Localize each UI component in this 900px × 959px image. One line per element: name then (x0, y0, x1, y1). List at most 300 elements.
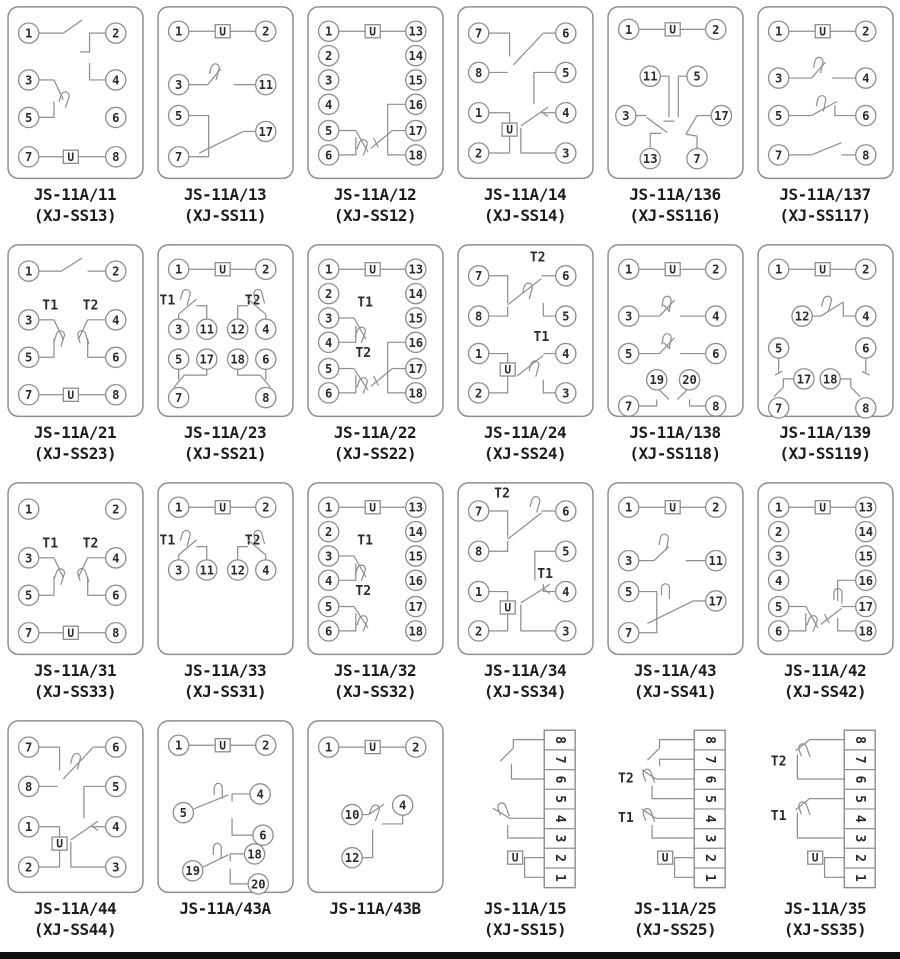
terminal (405, 21, 425, 41)
terminal (555, 343, 575, 363)
terminal-number: 8 (474, 309, 482, 324)
model-label: JS-11A/44 (33, 899, 117, 918)
terminal (318, 497, 338, 517)
terminal (618, 259, 638, 279)
strip-terminal-number: 4 (551, 814, 567, 823)
terminal-number: 5 (561, 65, 569, 80)
terminal-number: 15 (407, 549, 423, 564)
terminal-number: 3 (774, 549, 782, 564)
terminal (18, 147, 38, 167)
terminal (18, 499, 38, 519)
terminal-number: 8 (111, 626, 119, 641)
wiring-diagram (455, 243, 596, 421)
terminal (168, 75, 188, 95)
terminal-number: 1 (624, 22, 632, 37)
terminal (855, 546, 875, 566)
coil-box (365, 501, 380, 515)
relay-panel (300, 0, 450, 238)
wire (788, 613, 805, 631)
wire (382, 815, 403, 823)
terminal (468, 266, 488, 286)
terminal (227, 349, 247, 369)
wire (647, 748, 659, 760)
wire (520, 128, 555, 153)
terminal (255, 497, 275, 517)
coil-box (807, 851, 822, 865)
wire (193, 795, 228, 809)
coil-box (657, 851, 672, 865)
wire (773, 387, 782, 396)
terminal-number: 18 (857, 624, 873, 639)
terminal (768, 621, 788, 641)
terminal-number: 19 (648, 373, 664, 388)
wiring-diagram (155, 5, 296, 183)
wire (843, 302, 855, 316)
wire (520, 589, 542, 603)
terminal-number: 6 (324, 624, 332, 639)
terminal (255, 560, 275, 580)
terminal-number: 4 (111, 551, 119, 566)
relay-panel (750, 0, 900, 238)
terminal-number: 6 (111, 110, 119, 125)
terminal (105, 817, 125, 837)
terminal (105, 107, 125, 127)
terminal-number: 7 (474, 504, 482, 519)
wire (659, 390, 668, 399)
terminal-number: 14 (857, 525, 873, 540)
terminal-number: 12 (344, 851, 359, 866)
terminal (318, 94, 338, 114)
cross-ref-label: (XJ-SS32) (333, 682, 417, 701)
timer-label: T1 (536, 567, 553, 583)
coil-box (815, 263, 830, 277)
terminal (793, 369, 813, 389)
terminal (18, 817, 38, 837)
cross-ref-label: (XJ-SS31) (183, 682, 267, 701)
coil-box (365, 25, 380, 39)
model-label: JS-11A/13 (183, 185, 267, 204)
relay-panel (300, 238, 450, 476)
terminal (855, 621, 875, 641)
terminal (705, 19, 725, 39)
wire (783, 379, 793, 387)
time-delay-icon (355, 615, 368, 632)
terminal-number: 6 (111, 740, 119, 755)
terminal-number: 5 (324, 600, 332, 615)
coil-label: U (368, 501, 376, 515)
wire (811, 143, 841, 155)
relay-panel (600, 476, 750, 714)
wire (38, 577, 53, 596)
terminal (405, 332, 425, 352)
coil-box (665, 501, 680, 515)
terminal (255, 21, 275, 41)
timer-label: T1 (617, 810, 634, 826)
terminal (318, 45, 338, 65)
terminal (468, 103, 488, 123)
wire (338, 375, 355, 393)
strip-terminal-number: 7 (551, 755, 567, 764)
terminal (318, 521, 338, 541)
wire (196, 306, 206, 319)
terminal (855, 338, 875, 358)
terminal (468, 383, 488, 403)
terminal-number: 3 (624, 309, 632, 324)
coil-label: U (668, 23, 676, 37)
wiring-diagram (5, 719, 146, 897)
terminal-number: 3 (174, 563, 182, 578)
terminal-number: 17 (407, 124, 423, 139)
wire (811, 62, 825, 78)
wiring-diagram (755, 243, 896, 421)
terminal (105, 261, 125, 281)
terminal (618, 19, 638, 39)
terminal-number: 14 (407, 287, 423, 302)
timer-label: T1 (356, 533, 373, 549)
cross-ref-label: (XJ-SS42) (783, 682, 867, 701)
terminal-number: 7 (474, 269, 482, 284)
terminal-number: 1 (174, 262, 182, 277)
terminal-number: 18 (229, 352, 245, 367)
wiring-diagram (605, 481, 746, 659)
terminal (768, 259, 788, 279)
terminal (705, 591, 725, 611)
terminal (318, 737, 338, 757)
terminal (618, 551, 638, 571)
coil-box (215, 263, 230, 277)
timer-label: T1 (356, 295, 373, 311)
terminal (555, 103, 575, 123)
strip-terminal-number: 6 (701, 775, 717, 784)
terminal-number: 18 (407, 624, 423, 639)
terminal (318, 596, 338, 616)
terminal-number: 3 (324, 549, 332, 564)
terminal-number: 4 (261, 322, 269, 337)
terminal (405, 70, 425, 90)
strip-terminal-number: 1 (551, 873, 567, 882)
wire (70, 826, 91, 840)
wire (638, 399, 656, 406)
terminal (405, 259, 425, 279)
strip-terminal-number: 1 (851, 873, 867, 882)
terminal-number: 4 (861, 309, 869, 324)
wire (237, 547, 247, 560)
terminal (855, 398, 875, 418)
terminal-number: 1 (174, 24, 182, 39)
terminal (168, 497, 188, 517)
terminal-number: 4 (261, 563, 269, 578)
wire (38, 747, 59, 770)
terminal-number: 5 (692, 69, 701, 84)
terminal-number: 6 (261, 352, 269, 367)
relay-panel (450, 238, 600, 476)
cross-ref-label: (XJ-SS116) (629, 206, 721, 225)
wire (63, 20, 82, 33)
terminal-number: 7 (774, 148, 782, 163)
terminal-number: 14 (407, 49, 423, 64)
terminal (105, 310, 125, 330)
terminal-number: 3 (111, 860, 119, 875)
strip-terminal-number: 5 (551, 795, 567, 804)
time-delay-icon (355, 377, 368, 394)
wire (196, 547, 206, 560)
terminal (105, 585, 125, 605)
timer-label: T2 (82, 298, 98, 314)
wire (488, 113, 509, 123)
terminal (855, 570, 875, 590)
terminal-number: 17 (713, 109, 729, 124)
terminal-strip (544, 730, 575, 887)
terminal (468, 343, 488, 363)
terminal-number: 7 (24, 626, 32, 641)
terminal-number: 17 (707, 594, 723, 609)
model-label: JS-11A/23 (183, 423, 267, 442)
terminal (318, 283, 338, 303)
terminal (318, 546, 338, 566)
wire (199, 131, 243, 153)
wire (647, 601, 693, 623)
terminal-number: 2 (474, 386, 482, 401)
wiring-diagram (305, 5, 446, 183)
cross-ref-label: (XJ-SS33) (33, 682, 117, 701)
model-label: JS-11A/33 (183, 661, 267, 680)
terminal-number: 1 (774, 24, 782, 39)
terminal-number: 7 (24, 740, 32, 755)
wire (797, 755, 844, 779)
terminal-number: 20 (681, 373, 697, 388)
cross-ref-label: (XJ-SS22) (333, 444, 417, 463)
wire (543, 380, 555, 393)
terminal-number: 2 (324, 287, 332, 302)
terminal (768, 546, 788, 566)
terminal (168, 105, 188, 125)
terminal-number: 2 (261, 262, 269, 277)
cross-ref-label: (XJ-SS25) (633, 920, 717, 939)
model-label: JS-11A/24 (483, 423, 567, 442)
cross-ref-label: (XJ-SS23) (33, 444, 117, 463)
terminal (468, 621, 488, 641)
coil-label: U (218, 739, 226, 753)
terminal (618, 396, 638, 416)
terminal-number: 2 (774, 525, 782, 540)
terminal (405, 120, 425, 140)
terminal (711, 105, 731, 125)
terminal (405, 497, 425, 517)
terminal (405, 546, 425, 566)
terminal-number: 6 (711, 347, 719, 362)
terminal (405, 570, 425, 590)
relay-panel (300, 476, 450, 714)
strip-terminal-number: 4 (851, 814, 867, 823)
wire (38, 339, 53, 358)
terminal-number: 2 (24, 860, 32, 875)
terminal-number: 8 (111, 150, 119, 165)
terminal (318, 570, 338, 590)
terminal (168, 735, 188, 755)
terminal-number: 18 (822, 372, 838, 387)
terminal (105, 499, 125, 519)
terminal (105, 70, 125, 90)
wire (230, 854, 244, 861)
terminal (227, 560, 247, 580)
terminal-number: 4 (255, 787, 264, 802)
wiring-diagram (5, 5, 146, 183)
timer-label: T2 (617, 771, 634, 787)
wire (820, 608, 841, 624)
terminal-number: 5 (24, 588, 32, 603)
terminal-number: 3 (24, 73, 32, 88)
terminal (318, 358, 338, 378)
wire (685, 134, 696, 148)
strip-terminal-number: 2 (851, 854, 867, 863)
terminal-number: 1 (324, 262, 332, 277)
terminal (686, 66, 706, 86)
coil-box (215, 25, 230, 39)
relay-panel (600, 714, 750, 952)
relay-panel (600, 0, 750, 238)
coil-label: U (503, 363, 511, 377)
coil-label: U (218, 501, 226, 515)
terminal-number: 2 (261, 24, 269, 39)
terminal-number: 1 (624, 500, 632, 515)
terminal-number: 16 (407, 573, 423, 588)
terminal-number: 17 (407, 362, 423, 377)
terminal-number: 5 (561, 309, 569, 324)
relay-panel (150, 476, 300, 714)
terminal (618, 343, 638, 363)
terminal (768, 68, 788, 88)
time-delay-icon (213, 843, 221, 858)
terminal-number: 6 (258, 828, 267, 843)
strip-terminal-number: 8 (851, 736, 867, 745)
terminal-number: 4 (111, 820, 119, 835)
terminal (768, 596, 788, 616)
time-delay-icon (797, 743, 810, 760)
coil-label: U (66, 388, 74, 402)
terminal (341, 804, 361, 824)
cross-ref-label: (XJ-SS44) (33, 920, 117, 939)
wire (70, 842, 105, 867)
terminal (855, 68, 875, 88)
terminal-number: 7 (692, 152, 701, 167)
terminal-number: 2 (861, 24, 869, 39)
terminal-number: 16 (407, 97, 423, 112)
coil-box (215, 739, 230, 753)
wire (230, 869, 248, 884)
wire (837, 580, 855, 601)
terminal-number: 17 (796, 372, 811, 387)
coil-box (63, 388, 78, 402)
terminal-number: 8 (261, 391, 269, 406)
model-label: JS-11A/12 (333, 185, 417, 204)
timer-label: T1 (159, 533, 175, 549)
terminal (768, 145, 788, 165)
terminal (855, 306, 875, 326)
coil-label: U (55, 837, 63, 851)
terminal (618, 581, 638, 601)
terminal-number: 1 (24, 264, 32, 279)
terminal (405, 383, 425, 403)
terminal-number: 18 (246, 847, 262, 862)
wire (237, 369, 259, 375)
wire (511, 764, 544, 779)
terminal (555, 621, 575, 641)
model-label: JS-11A/35 (783, 899, 867, 918)
terminal-number: 4 (111, 313, 119, 328)
wire (837, 618, 855, 631)
strip-terminal-number: 8 (701, 736, 717, 745)
model-label: JS-11A/14 (483, 185, 567, 204)
timer-label: T2 (770, 754, 787, 770)
model-label: JS-11A/43 (633, 661, 717, 680)
terminal (615, 105, 635, 125)
model-label: JS-11A/31 (33, 661, 117, 680)
coil-label: U (368, 741, 376, 755)
timer-label: T2 (244, 293, 261, 309)
wire (513, 33, 543, 65)
timer-label: T1 (159, 293, 175, 309)
cross-ref-label: (XJ-SS12) (333, 206, 417, 225)
terminal (318, 145, 338, 165)
terminal-number: 2 (111, 502, 119, 517)
strip-terminal-number: 6 (851, 775, 867, 784)
coil-label: U (511, 851, 519, 865)
terminal (468, 581, 488, 601)
terminal-number: 3 (624, 554, 632, 569)
terminal-number: 11 (707, 554, 723, 569)
relay-panel (0, 714, 150, 952)
terminal (18, 70, 38, 90)
terminal-number: 1 (774, 262, 782, 277)
wire (520, 112, 541, 126)
relay-panel (150, 714, 300, 952)
terminal (18, 585, 38, 605)
terminal-number: 10 (344, 808, 359, 823)
terminal-number: 5 (624, 585, 632, 600)
terminal-number: 11 (198, 563, 214, 578)
strip-terminal-number: 5 (701, 795, 717, 804)
wiring-diagram (155, 243, 296, 421)
wire (338, 563, 355, 580)
wire (188, 116, 208, 157)
terminal-number: 8 (24, 779, 32, 794)
terminal (768, 21, 788, 41)
wiring-diagram (455, 481, 596, 659)
terminal (18, 776, 38, 796)
coil-box (815, 25, 830, 39)
terminal-number: 6 (561, 26, 569, 41)
terminal-number: 7 (24, 388, 32, 403)
wire (91, 821, 98, 826)
terminal (855, 521, 875, 541)
terminal-number: 7 (624, 399, 632, 414)
wire (541, 107, 548, 112)
terminal-number: 7 (474, 26, 482, 41)
terminal (255, 735, 275, 755)
terminal (405, 621, 425, 641)
terminal (168, 319, 188, 339)
terminal (468, 62, 488, 82)
terminal-number: 1 (174, 500, 182, 515)
model-label: JS-11A/139 (779, 423, 871, 442)
wire (387, 104, 405, 155)
terminal (244, 844, 264, 864)
terminal-number: 2 (411, 740, 419, 755)
terminal (252, 825, 272, 845)
strip-terminal-number: 1 (701, 873, 717, 882)
terminal (248, 874, 268, 894)
terminal (318, 332, 338, 352)
